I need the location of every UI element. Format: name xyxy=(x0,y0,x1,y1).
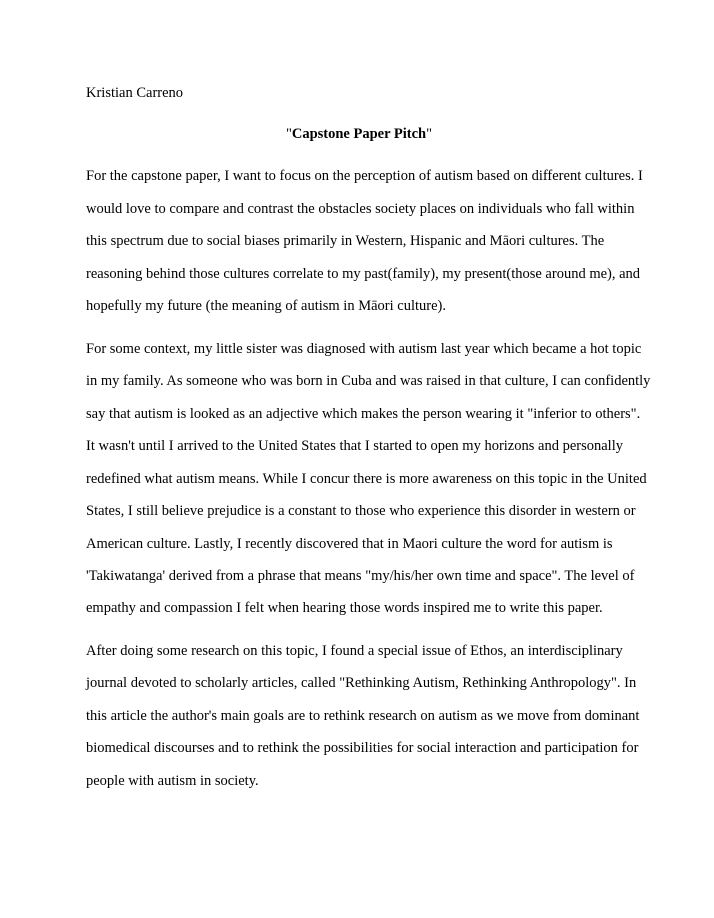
paragraph-1-line-2: would love to compare and contrast the obstacles society places on individuals who fall within xyxy=(86,201,635,217)
paragraph-1-line-1: For the capstone paper, I want to focus on the perception of autism based on different cultures. I xyxy=(86,168,643,184)
paragraph-3-line-4: biomedical discourses and to rethink the possibilities for social interaction and participation for xyxy=(86,740,639,756)
title-close-quote: " xyxy=(426,126,433,142)
paragraph-3-line-3: this article the author's main goals are to rethink research on autism as we move from dominant xyxy=(86,708,640,724)
paragraph-2-line-3: say that autism is looked as an adjective which makes the person wearing it "inferior to others". xyxy=(86,406,641,422)
paragraph-2-line-4: It wasn't until I arrived to the United States that I started to open my horizons and personally xyxy=(86,438,623,454)
paragraph-3-line-2: journal devoted to scholarly articles, called "Rethinking Autism, Rethinking Anthropology". In xyxy=(86,675,637,691)
paragraph-2-line-7: American culture. Lastly, I recently discovered that in Maori culture the word for autism is xyxy=(86,536,613,552)
paragraph-2-line-9: empathy and compassion I felt when hearing those words inspired me to write this paper. xyxy=(86,600,603,616)
paragraph-2-line-2: in my family. As someone who was born in Cuba and was raised in that culture, I can confidently xyxy=(86,373,651,389)
paragraph-3-line-1: After doing some research on this topic, I found a special issue of Ethos, an interdisciplinary xyxy=(86,643,623,659)
paragraph-2-line-1: For some context, my little sister was diagnosed with autism last year which became a hot topic xyxy=(86,341,642,357)
author-name: Kristian Carreno xyxy=(86,85,184,101)
page-title xyxy=(0,125,714,143)
paragraph-1-line-3: this spectrum due to social biases primarily in Western, Hispanic and Māori cultures. The xyxy=(86,233,605,249)
paragraph-2-line-8: 'Takiwatanga' derived from a phrase that means "my/his/her own time and space". The level of xyxy=(86,568,635,584)
title-open-quote: " xyxy=(285,126,292,142)
title-text: Capstone Paper Pitch xyxy=(291,126,427,142)
paragraph-1-line-5: hopefully my future (the meaning of autism in Māori culture). xyxy=(86,298,446,314)
paragraph-2-line-6: States, I still believe prejudice is a constant to those who experience this disorder in western or xyxy=(86,503,636,519)
paragraph-2-line-5: redefined what autism means. While I concur there is more awareness on this topic in the United xyxy=(86,471,647,487)
paragraph-3-line-5: people with autism in society. xyxy=(86,773,259,789)
paragraph-1-line-4: reasoning behind those cultures correlate to my past(family), my present(those around me), and xyxy=(86,266,641,282)
